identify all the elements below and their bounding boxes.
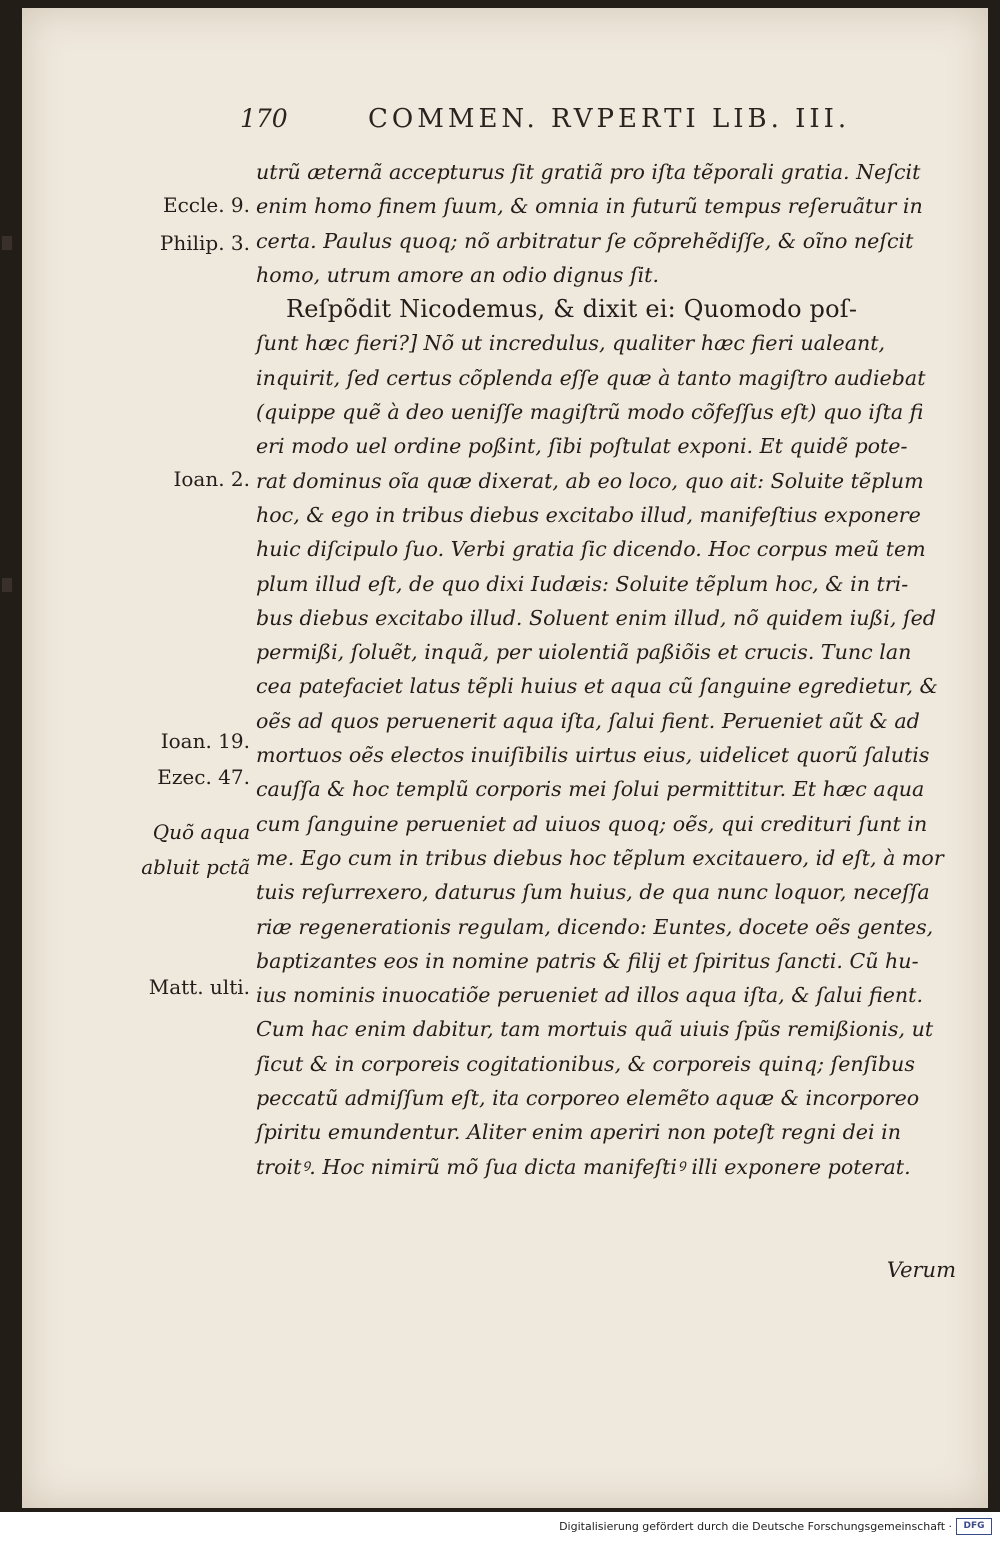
text-line: cauſſa & hoc templũ corporis mei ſolui permittitur. Et hæc aqua [256,777,925,802]
dfg-logo: DFG [956,1518,992,1535]
margin-note-abluit: abluit pctã [141,855,250,879]
text-line: tuis reſurrexero, daturus ſum huius, de qua nunc loquor, neceſſa [256,880,930,905]
lemma-line: Reſpõdit Nicodemus, & dixit ei: Quomodo poſ- [286,295,858,324]
text-line: bus diebus excitabo illud. Soluent enim illud, nõ quidem iußi, ſed [256,605,936,630]
text-line: hoc, & ego in tribus diebus excitabo illud, manifeſtius exponere [256,502,921,527]
text-line: (quippe quẽ à deo ueniſſe magiſtrũ modo cõfeſſus eſt) quo iſta fi [256,400,924,425]
text-line: certa. Paulus quoq; nõ arbitratur ſe cõprehẽdiſſe, & oĩno neſcit [256,228,914,253]
margin-note-ioan-19: Ioan. 19. [160,729,250,753]
text-line: eri modo uel ordine poßint, ſibi poſtulat exponi. Et quidẽ pote- [256,434,908,459]
footer-credit: Digitalisierung gefördert durch die Deutsche Forschungsgemeinschaft · [559,1520,952,1533]
gutter-mark [2,578,12,592]
body-text [256,155,974,1184]
text-line: troitꝰ. Hoc nimirũ mõ ſua dicta manifeſtiꝰ illi exponere poterat. [256,1154,911,1179]
text-line: cum ſanguine perueniet ad uiuos quoq; oẽs, qui credituri ſunt in [256,811,928,836]
text-line: me. Ego cum in tribus diebus hoc tẽplum excitauero, id eſt, à mor [256,845,944,870]
text-line: cea patefaciet latus tẽpli huius et aqua cũ ſanguine egredietur, & [256,674,938,699]
running-head: COMMEN. RVPERTI LIB. III. [368,104,851,134]
margin-note-ezec: Ezec. 47. [157,765,250,789]
text-line: oẽs ad quos peruenerit aqua iſta, ſalui fient. Perueniet aũt & ad [256,708,920,733]
text-line: rat dominus oĩa quæ dixerat, ab eo loco, quo ait: Soluite tẽplum [256,468,924,493]
text-line: ſpiritu emundentur. Aliter enim aperiri non poteſt regni dei in [256,1120,901,1145]
catchword: Verum [886,1258,956,1282]
margin-note-philip: Philip. 3. [159,231,250,255]
text-line: peccatũ admiſſum eſt, ita corporeo elemẽto aquæ & incorporeo [256,1086,920,1111]
text-line: permißi, ſoluẽt, inquã, per uiolentiã paßiõis et crucis. Tunc lan [256,640,912,665]
margin-note-quo-aqua: Quõ aqua [152,820,250,844]
text-line: Cum hac enim dabitur, tam mortuis quã uiuis ſpũs remißionis, ut [256,1017,934,1042]
text-line: plum illud eſt, de quo dixi Iudæis: Soluite tẽplum hoc, & in tri- [256,571,909,596]
text-line: ſicut & in corporeis cogitationibus, & corporeis quinq; ſenſibus [256,1051,915,1076]
margin-note-matt: Matt. ulti. [148,975,250,999]
margin-note-ioan-2: Ioan. 2. [173,467,250,491]
text-line: riæ regenerationis regulam, dicendo: Euntes, docete oẽs gentes, [256,914,934,939]
page-header [240,104,940,144]
margin-note-eccle: Eccle. 9. [162,193,250,217]
text-line: huic diſcipulo ſuo. Verbi gratia ſic dicendo. Hoc corpus meũ tem [256,537,926,562]
text-line: utrũ æternã accepturus ſit gratiã pro iſta tẽporali gratia. Neſcit [256,160,921,184]
gutter-mark [2,236,12,250]
text-line: homo, utrum amore an odio dignus ſit. [256,262,660,287]
text-line: inquirit, ſed certus cõplenda eſſe quæ à tanto magiſtro audiebat [256,365,926,390]
footer-bar [0,1512,1000,1541]
folio-number: 170 [240,104,288,133]
text-line: enim homo finem ſuum, & omnia in futurũ tempus reſeruãtur in [256,194,923,219]
text-line: ius nominis inuocatiõe perueniet ad illos aqua iſta, & ſalui fient. [256,983,923,1008]
text-line: baptizantes eos in nomine patris & filij et ſpiritus ſancti. Cũ hu- [256,948,919,973]
text-line: mortuos oẽs electos inuiſibilis uirtus eius, uidelicet quorũ ſalutis [256,743,930,768]
text-line: ſunt hæc fieri?] Nõ ut incredulus, qualiter hæc fieri ualeant, [256,331,886,356]
